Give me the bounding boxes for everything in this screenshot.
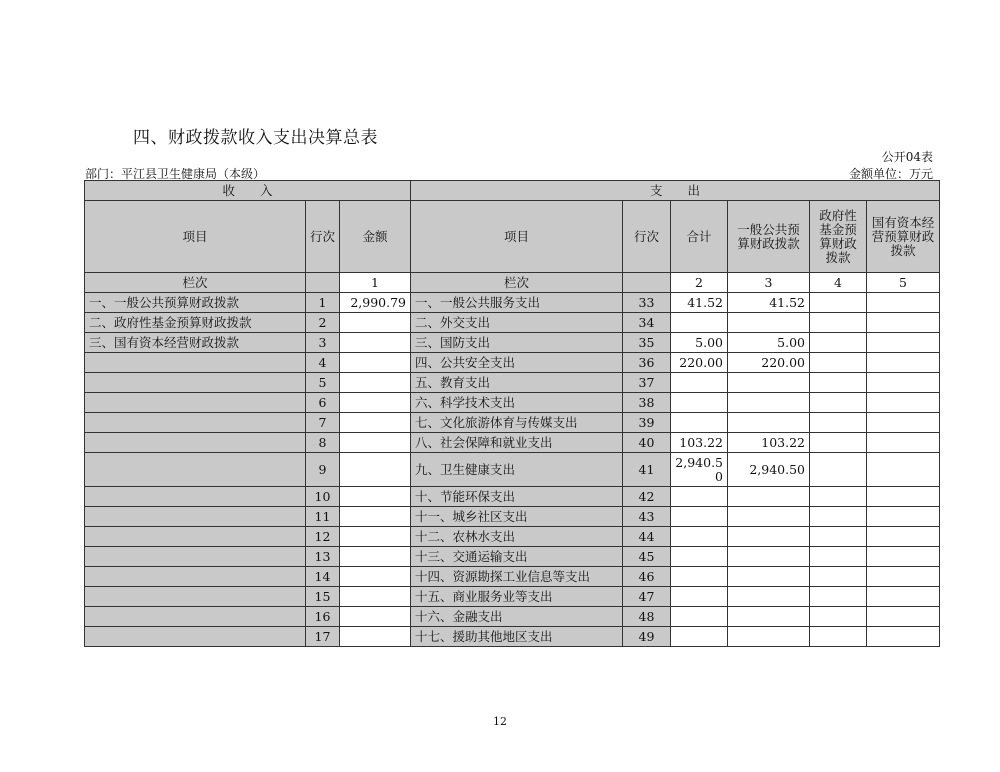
total-cell: 41.52: [671, 293, 728, 313]
amount-cell: [340, 587, 411, 607]
general-budget-cell: [728, 487, 810, 507]
general-budget-cell: [728, 373, 810, 393]
col-index-2: 2: [671, 273, 728, 293]
amount-cell: [340, 393, 411, 413]
section-header-row: [85, 181, 940, 201]
amount-cell: [340, 487, 411, 507]
total-cell: [671, 487, 728, 507]
amount-cell: [340, 627, 411, 647]
header-income-row-no: 行次: [306, 201, 340, 273]
header-state-capital: 国有资本经营预算财政拨款: [867, 201, 940, 273]
total-cell: [671, 527, 728, 547]
general-budget-cell: 2,940.50: [728, 453, 810, 487]
income-row-no-cell: 7: [306, 413, 340, 433]
expense-row-no-cell: 48: [623, 607, 671, 627]
general-budget-cell: [728, 393, 810, 413]
gov-fund-cell: [810, 313, 867, 333]
gov-fund-cell: [810, 487, 867, 507]
general-budget-cell: [728, 527, 810, 547]
income-item-cell: [85, 627, 306, 647]
income-item-cell: [85, 433, 306, 453]
total-cell: 2,940.50: [671, 453, 728, 487]
state-capital-cell: [867, 587, 940, 607]
header-gov-fund: 政府性基金预算财政拨款: [810, 201, 867, 273]
amount-cell: [340, 567, 411, 587]
state-capital-cell: [867, 413, 940, 433]
total-cell: [671, 547, 728, 567]
total-cell: [671, 607, 728, 627]
header-general-budget: 一般公共预算财政拨款: [728, 201, 810, 273]
amount-cell: [340, 507, 411, 527]
header-expense-row-no: 行次: [623, 201, 671, 273]
income-row-no-cell: 17: [306, 627, 340, 647]
state-capital-cell: [867, 627, 940, 647]
total-cell: 220.00: [671, 353, 728, 373]
state-capital-cell: [867, 507, 940, 527]
expense-row-no-cell: 49: [623, 627, 671, 647]
state-capital-cell: [867, 453, 940, 487]
expense-row-no-cell: 37: [623, 373, 671, 393]
income-row-no-cell: 1: [306, 293, 340, 313]
table-row: [85, 433, 940, 453]
amount-cell: [340, 413, 411, 433]
state-capital-cell: [867, 393, 940, 413]
state-capital-cell: [867, 607, 940, 627]
expense-item-cell: 八、社会保障和就业支出: [411, 433, 623, 453]
expense-item-cell: 十七、援助其他地区支出: [411, 627, 623, 647]
expense-item-cell: 一、一般公共服务支出: [411, 293, 623, 313]
expense-item-cell: 三、国防支出: [411, 333, 623, 353]
expense-row-no-cell: 45: [623, 547, 671, 567]
total-cell: [671, 373, 728, 393]
income-section-header: 收 入: [85, 181, 411, 201]
income-row-no-cell: 11: [306, 507, 340, 527]
general-budget-cell: [728, 607, 810, 627]
general-budget-cell: 220.00: [728, 353, 810, 373]
expense-item-cell: 九、卫生健康支出: [411, 453, 623, 487]
table-row: [85, 353, 940, 373]
amount-cell: [340, 547, 411, 567]
amount-cell: [340, 313, 411, 333]
amount-cell: [340, 607, 411, 627]
income-item-cell: [85, 507, 306, 527]
col-index-label: 栏次: [85, 273, 306, 293]
income-row-no-cell: 8: [306, 433, 340, 453]
amount-cell: [340, 433, 411, 453]
general-budget-cell: 41.52: [728, 293, 810, 313]
amount-cell: [340, 527, 411, 547]
expense-row-no-cell: 38: [623, 393, 671, 413]
income-item-cell: [85, 587, 306, 607]
gov-fund-cell: [810, 507, 867, 527]
expense-row-no-cell: 36: [623, 353, 671, 373]
amount-cell: [340, 333, 411, 353]
gov-fund-cell: [810, 413, 867, 433]
page-number: 12: [493, 715, 507, 728]
gov-fund-cell: [810, 627, 867, 647]
table-row: [85, 547, 940, 567]
gov-fund-cell: [810, 453, 867, 487]
income-row-no-cell: 2: [306, 313, 340, 333]
income-item-cell: [85, 373, 306, 393]
general-budget-cell: [728, 507, 810, 527]
state-capital-cell: [867, 373, 940, 393]
expense-row-no-cell: 41: [623, 453, 671, 487]
general-budget-cell: 103.22: [728, 433, 810, 453]
expense-row-no-cell: 39: [623, 413, 671, 433]
col-index-blank: [306, 273, 340, 293]
expense-item-cell: 十四、资源勘探工业信息等支出: [411, 567, 623, 587]
income-row-no-cell: 15: [306, 587, 340, 607]
income-item-cell: [85, 453, 306, 487]
income-item-cell: [85, 393, 306, 413]
income-item-cell: 二、政府性基金预算财政拨款: [85, 313, 306, 333]
total-cell: [671, 413, 728, 433]
col-index-1: 1: [340, 273, 411, 293]
state-capital-cell: [867, 353, 940, 373]
expense-row-no-cell: 40: [623, 433, 671, 453]
income-item-cell: [85, 607, 306, 627]
expense-row-no-cell: 35: [623, 333, 671, 353]
expense-row-no-cell: 46: [623, 567, 671, 587]
income-row-no-cell: 6: [306, 393, 340, 413]
general-budget-cell: [728, 627, 810, 647]
income-item-cell: [85, 567, 306, 587]
unit-label: 金额单位：万元: [848, 167, 933, 181]
header-total: 合计: [671, 201, 728, 273]
col-index-4: 4: [810, 273, 867, 293]
income-item-cell: [85, 527, 306, 547]
state-capital-cell: [867, 567, 940, 587]
expense-item-cell: 十二、农林水支出: [411, 527, 623, 547]
income-row-no-cell: 4: [306, 353, 340, 373]
gov-fund-cell: [810, 567, 867, 587]
department-label: 部门：平江县卫生健康局（本级）: [85, 167, 266, 181]
total-cell: 103.22: [671, 433, 728, 453]
expense-section-header: 支 出: [411, 181, 940, 201]
general-budget-cell: [728, 567, 810, 587]
expense-item-cell: 四、公共安全支出: [411, 353, 623, 373]
total-cell: [671, 567, 728, 587]
amount-cell: 2,990.79: [340, 293, 411, 313]
col-index-3: 3: [728, 273, 810, 293]
table-row: [85, 333, 940, 353]
income-row-no-cell: 12: [306, 527, 340, 547]
expense-item-cell: 七、文化旅游体育与传媒支出: [411, 413, 623, 433]
table-row: [85, 453, 940, 487]
table-row: [85, 293, 940, 313]
gov-fund-cell: [810, 527, 867, 547]
header-expense-item: 项目: [411, 201, 623, 273]
amount-cell: [340, 373, 411, 393]
gov-fund-cell: [810, 353, 867, 373]
state-capital-cell: [867, 313, 940, 333]
header-amount: 金额: [340, 201, 411, 273]
form-code: 公开04表: [881, 150, 933, 164]
table-row: [85, 567, 940, 587]
state-capital-cell: [867, 293, 940, 313]
gov-fund-cell: [810, 607, 867, 627]
state-capital-cell: [867, 487, 940, 507]
expense-item-cell: 十三、交通运输支出: [411, 547, 623, 567]
table-row: [85, 373, 940, 393]
amount-cell: [340, 353, 411, 373]
expense-item-cell: 十六、金融支出: [411, 607, 623, 627]
table-row: [85, 587, 940, 607]
amount-cell: [340, 453, 411, 487]
general-budget-cell: 5.00: [728, 333, 810, 353]
income-item-cell: 一、一般公共预算财政拨款: [85, 293, 306, 313]
table-row: [85, 393, 940, 413]
state-capital-cell: [867, 527, 940, 547]
gov-fund-cell: [810, 373, 867, 393]
table-row: [85, 527, 940, 547]
expense-row-no-cell: 42: [623, 487, 671, 507]
general-budget-cell: [728, 587, 810, 607]
table-row: [85, 487, 940, 507]
header-income-item: 项目: [85, 201, 306, 273]
expense-row-no-cell: 33: [623, 293, 671, 313]
total-cell: [671, 313, 728, 333]
general-budget-cell: [728, 547, 810, 567]
gov-fund-cell: [810, 587, 867, 607]
expense-item-cell: 十一、城乡社区支出: [411, 507, 623, 527]
total-cell: 5.00: [671, 333, 728, 353]
column-index-row: [85, 273, 940, 293]
income-row-no-cell: 3: [306, 333, 340, 353]
col-index-blank-2: [623, 273, 671, 293]
expense-row-no-cell: 43: [623, 507, 671, 527]
total-cell: [671, 393, 728, 413]
income-item-cell: [85, 487, 306, 507]
total-cell: [671, 507, 728, 527]
income-item-cell: [85, 353, 306, 373]
state-capital-cell: [867, 333, 940, 353]
state-capital-cell: [867, 547, 940, 567]
expense-item-cell: 五、教育支出: [411, 373, 623, 393]
income-row-no-cell: 10: [306, 487, 340, 507]
column-header-row: [85, 201, 940, 273]
income-row-no-cell: 14: [306, 567, 340, 587]
expense-row-no-cell: 34: [623, 313, 671, 333]
expense-item-cell: 二、外交支出: [411, 313, 623, 333]
table-row: [85, 607, 940, 627]
income-item-cell: [85, 413, 306, 433]
page-title: 四、财政拨款收入支出决算总表: [133, 128, 378, 148]
general-budget-cell: [728, 313, 810, 333]
general-budget-cell: [728, 413, 810, 433]
state-capital-cell: [867, 433, 940, 453]
table-row: [85, 627, 940, 647]
gov-fund-cell: [810, 293, 867, 313]
income-row-no-cell: 16: [306, 607, 340, 627]
expense-row-no-cell: 44: [623, 527, 671, 547]
income-row-no-cell: 13: [306, 547, 340, 567]
gov-fund-cell: [810, 547, 867, 567]
income-row-no-cell: 5: [306, 373, 340, 393]
expense-row-no-cell: 47: [623, 587, 671, 607]
table-row: [85, 413, 940, 433]
expense-item-cell: 六、科学技术支出: [411, 393, 623, 413]
col-index-5: 5: [867, 273, 940, 293]
income-row-no-cell: 9: [306, 453, 340, 487]
expense-item-cell: 十五、商业服务业等支出: [411, 587, 623, 607]
col-index-label-2: 栏次: [411, 273, 623, 293]
total-cell: [671, 587, 728, 607]
income-item-cell: [85, 547, 306, 567]
gov-fund-cell: [810, 333, 867, 353]
table-row: [85, 507, 940, 527]
table-row: [85, 313, 940, 333]
income-item-cell: 三、国有资本经营财政拨款: [85, 333, 306, 353]
gov-fund-cell: [810, 433, 867, 453]
expense-item-cell: 十、节能环保支出: [411, 487, 623, 507]
total-cell: [671, 627, 728, 647]
budget-summary-table: [84, 180, 940, 647]
gov-fund-cell: [810, 393, 867, 413]
